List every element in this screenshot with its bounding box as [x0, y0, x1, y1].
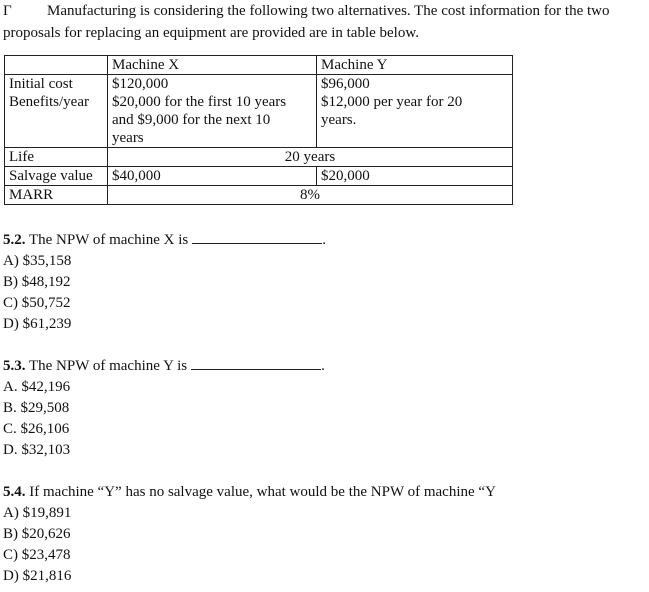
intro-line-1 [3, 0, 647, 22]
header-machine-x-label: Machine X [112, 57, 180, 73]
cost-table [4, 55, 513, 205]
question-5-2-text: The NPW of machine X is [28, 232, 189, 248]
marr-label: MARR [5, 186, 108, 205]
option-d: D. $32,103 [3, 442, 71, 458]
benefits-x-line-1: $20,000 for the first 10 years [112, 94, 287, 110]
benefits-x [108, 93, 317, 148]
question-5-4-text: If machine “Y” has no salvage value, what would be the NPW of machine “Y [29, 484, 496, 500]
intro-first-char: Γ [3, 3, 12, 19]
option-a: A. $42,196 [3, 379, 71, 395]
header-machine-y [317, 56, 513, 75]
table-header-row [5, 56, 513, 75]
intro-line-2: proposals for replacing an equipment are provided are in table below. [3, 25, 419, 41]
question-5-4 [3, 482, 496, 587]
option-d: D) $21,816 [3, 568, 72, 584]
header-machine-x [108, 56, 317, 75]
benefits-label: Benefits/year [5, 93, 108, 148]
question-5-4-stem [3, 482, 496, 503]
header-empty [5, 56, 108, 75]
question-5-3-end: . [321, 358, 325, 374]
salvage-x: $40,000 [108, 167, 317, 186]
question-5-2-stem [3, 229, 326, 251]
initial-cost-y: $96,000 [317, 75, 513, 94]
life-value: 20 years [108, 148, 513, 167]
question-5-3-text: The NPW of machine Y is [28, 358, 188, 374]
benefits-x-line-2: and $9,000 for the next 10 [112, 112, 271, 128]
question-5-4-number: 5.4. [3, 484, 26, 500]
salvage-y: $20,000 [317, 167, 513, 186]
table-row-initial-cost [5, 75, 513, 94]
option-b: B. $29,508 [3, 400, 70, 416]
initial-cost-label: Initial cost [5, 75, 108, 94]
table-row-benefits [5, 93, 513, 148]
initial-cost-x: $120,000 [108, 75, 317, 94]
question-5-3 [3, 355, 325, 461]
header-machine-y-label: Machine Y [321, 57, 388, 73]
option-c: C) $23,478 [3, 547, 71, 563]
marr-value: 8% [108, 186, 513, 205]
option-b: B) $20,626 [3, 526, 71, 542]
table-row-marr [5, 186, 513, 205]
salvage-label: Salvage value [5, 167, 108, 186]
question-5-2-number: 5.2. [3, 232, 26, 248]
question-5-3-number: 5.3. [3, 358, 26, 374]
option-d: D) $61,239 [3, 316, 72, 332]
option-b: B) $48,192 [3, 274, 71, 290]
benefits-y [317, 93, 513, 148]
life-label: Life [5, 148, 108, 167]
benefits-x-line-3: years [112, 130, 144, 146]
answer-blank [191, 355, 321, 370]
option-c: C) $50,752 [3, 295, 71, 311]
question-5-2-end: . [322, 232, 327, 248]
benefits-y-line-2: years. [321, 112, 357, 128]
option-a: A) $19,891 [3, 505, 72, 521]
option-c: C. $26,106 [3, 421, 70, 437]
option-a: A) $35,158 [3, 253, 72, 269]
benefits-y-line-1: $12,000 per year for 20 [321, 94, 463, 110]
question-5-2 [3, 229, 326, 335]
intro-line-1-text: Manufacturing is considering the following two alternatives. The cost information for the two [47, 3, 610, 19]
question-5-3-stem [3, 355, 325, 377]
answer-blank [192, 229, 322, 244]
table-row-salvage [5, 167, 513, 186]
table-row-life [5, 148, 513, 167]
intro-paragraph [3, 0, 647, 44]
